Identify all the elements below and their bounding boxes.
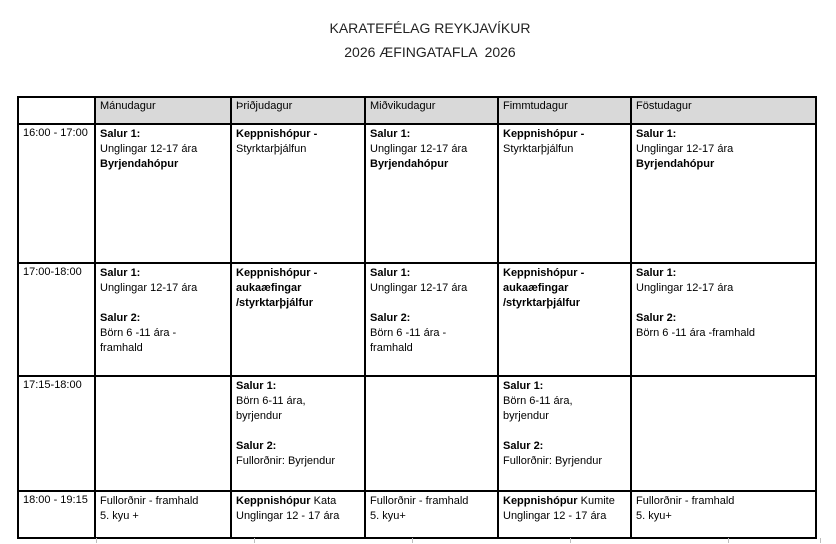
cell-r2-wednesday: Salur 1: Unglingar 12-17 ára Salur 2: Börn 6 -11 ára - framhald [365, 263, 498, 376]
cell-r2-thursday: Keppnishópur - aukaæfingar /styrktarþjálfur [498, 263, 631, 376]
cell-r3-thursday: Salur 1: Börn 6-11 ára, byrjendur Salur 2: Fullorðnir: Byrjendur [498, 376, 631, 491]
cell-r3-friday [631, 376, 816, 491]
cell-r2-friday: Salur 1: Unglingar 12-17 ára Salur 2: Börn 6 -11 ára -framhald [631, 263, 816, 376]
gridline-tick [570, 538, 571, 543]
header-wednesday: Miðvikudagur [365, 97, 498, 124]
header-thursday: Fimmtudagur [498, 97, 631, 124]
gridline-tick [412, 538, 413, 543]
page-title [0, 16, 836, 64]
cell-r1-thursday: Keppnishópur - Styrktarþjálfun [498, 124, 631, 263]
header-row [18, 97, 816, 124]
row-1715-18 [18, 376, 816, 491]
time-label-3: 17:15-18:00 [18, 376, 95, 491]
gridline-tick [96, 538, 97, 543]
cell-r3-wednesday [365, 376, 498, 491]
cell-r4-thursday: Keppnishópur Kumite Unglingar 12 - 17 ára [498, 491, 631, 538]
cell-r1-monday: Salur 1: Unglingar 12-17 ára Byrjendahópur [95, 124, 231, 263]
row-18-1915 [18, 491, 816, 538]
gridline-tick [728, 538, 729, 543]
cell-r1-wednesday: Salur 1: Unglingar 12-17 ára Byrjendahópur [365, 124, 498, 263]
cell-r1-friday: Salur 1: Unglingar 12-17 ára Byrjendahópur [631, 124, 816, 263]
schedule-table [17, 96, 817, 539]
time-label-2: 17:00-18:00 [18, 263, 95, 376]
cell-r2-monday: Salur 1: Unglingar 12-17 ára Salur 2: Börn 6 -11 ára - framhald [95, 263, 231, 376]
gridline-tick [820, 538, 821, 543]
time-label-4: 18:00 - 19:15 [18, 491, 95, 538]
cell-r4-wednesday: Fullorðnir - framhald 5. kyu+ [365, 491, 498, 538]
cell-r4-friday: Fullorðnir - framhald 5. kyu+ [631, 491, 816, 538]
cell-r4-monday: Fullorðnir - framhald 5. kyu + [95, 491, 231, 538]
header-tuesday: Þriðjudagur [231, 97, 365, 124]
cell-r2-tuesday: Keppnishópur - aukaæfingar /styrktarþjálfur [231, 263, 365, 376]
row-17-18 [18, 263, 816, 376]
schedule-year-title: 2026 ÆFINGATAFLA 2026 [344, 44, 516, 60]
cell-r3-tuesday: Salur 1: Börn 6-11 ára, byrjendur Salur 2: Fullorðnir: Byrjendur [231, 376, 365, 491]
corner-cell [18, 97, 95, 124]
time-label-1: 16:00 - 17:00 [18, 124, 95, 263]
header-monday: Mánudagur [95, 97, 231, 124]
row-16-17 [18, 124, 816, 263]
cell-r4-tuesday: Keppnishópur Kata Unglingar 12 - 17 ára [231, 491, 365, 538]
cell-r3-monday [95, 376, 231, 491]
cell-r1-tuesday: Keppnishópur - Styrktarþjálfun [231, 124, 365, 263]
club-name: KARATEFÉLAG REYKJAVÍKUR [329, 20, 531, 36]
gridline-tick [254, 538, 255, 543]
header-friday: Föstudagur [631, 97, 816, 124]
